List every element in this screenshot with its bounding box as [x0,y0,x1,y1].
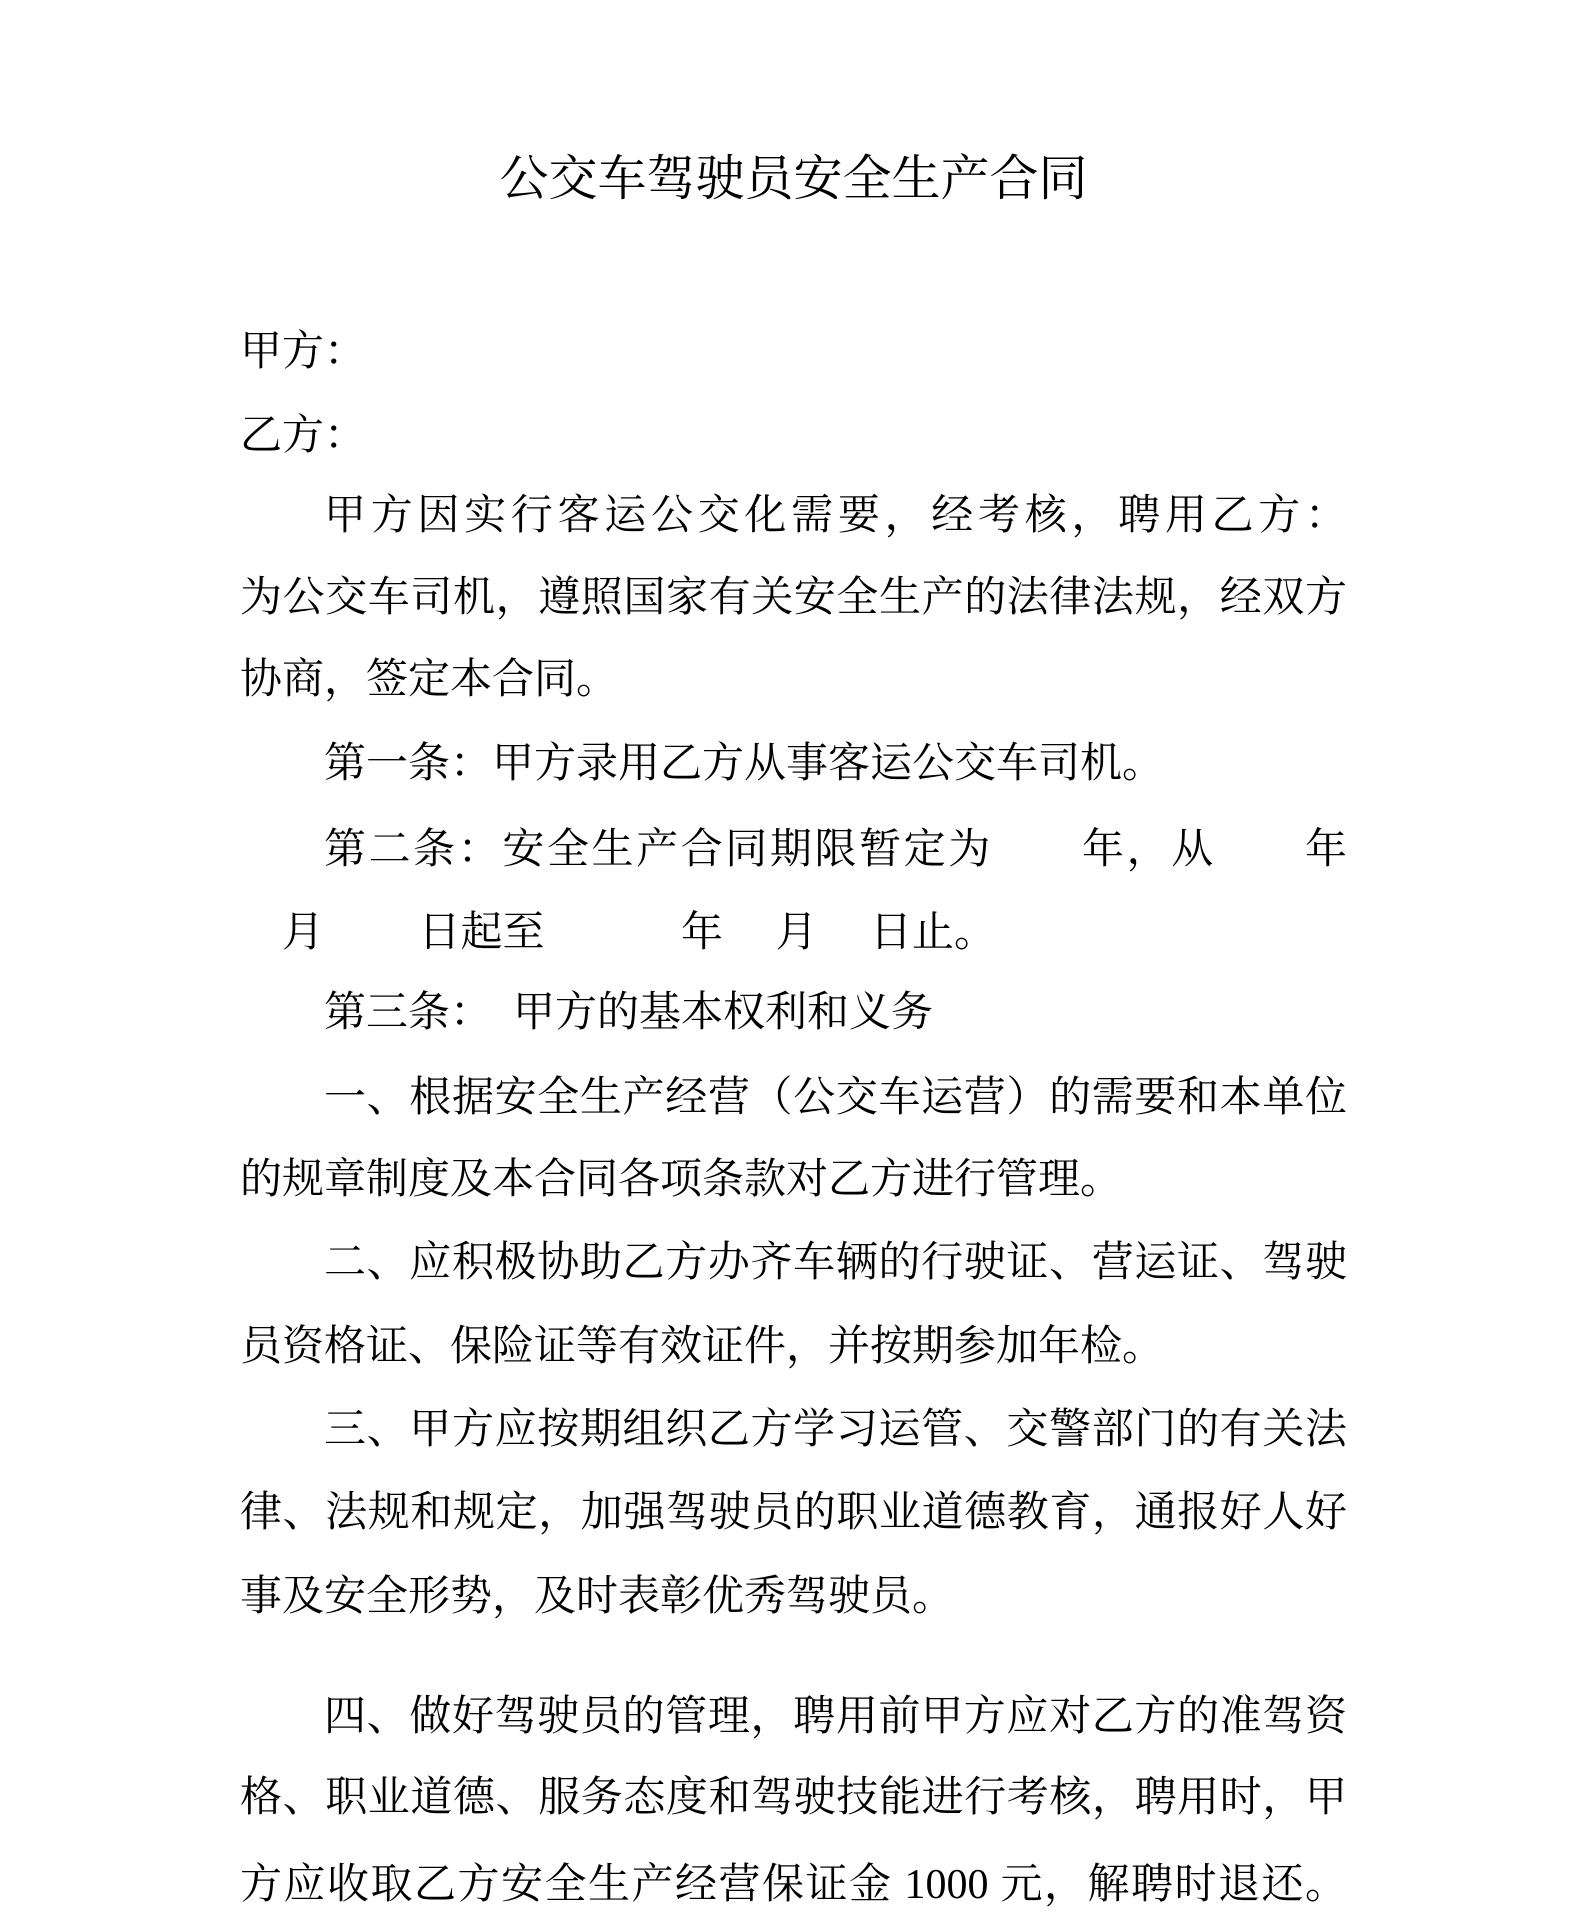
clause-3-item-2-line-1: 二、应积极协助乙方办齐车辆的行驶证、营运证、驾驶 [324,1240,1347,1286]
document-title: 公交车驾驶员安全生产合同 [499,151,1088,206]
intro-paragraph-line-2: 为公交车司机，遵照国家有关安全生产的法律法规，经双方 [240,575,1347,621]
intro-paragraph-line-3: 协商，签定本合同。 [240,657,619,703]
clause-3-item-1-line-2: 的规章制度及本合同各项条款对乙方进行管理。 [240,1157,1123,1203]
intro-paragraph-line-1: 甲方因实行客运公交化需要，经考核，聘用乙方： [324,493,1347,539]
party-a-line: 甲方： [240,329,367,375]
party-b-line: 乙方： [240,413,367,459]
clause-3-item-3-line-1: 三、甲方应按期组织乙方学习运管、交警部门的有关法 [324,1407,1347,1453]
clause-3-item-4-line-1: 四、做好驾驶员的管理，聘用前甲方应对乙方的准驾资 [324,1694,1347,1740]
clause-1-line: 第一条：甲方录用乙方从事客运公交车司机。 [324,741,1165,787]
clause-3-item-3-line-3: 事及安全形势，及时表彰优秀驾驶员。 [240,1574,955,1620]
clause-3-item-4-line-2: 格、职业道德、服务态度和驾驶技能进行考核，聘用时，甲 [240,1775,1347,1821]
clause-3-item-2-line-2: 员资格证、保险证等有效证件，并按期参加年检。 [240,1324,1165,1370]
clause-3-item-1-line-1: 一、根据安全生产经营（公交车运营）的需要和本单位 [324,1075,1347,1121]
clause-2-line-1: 第二条：安全生产合同期限暂定为 年，从 年 [324,827,1347,873]
clause-3-item-4-line-3: 方应收取乙方安全生产经营保证金 1000 元，解聘时退还。 [240,1862,1347,1908]
clause-3-item-3-line-2: 律、法规和规定，加强驾驶员的职业道德教育，通报好人好 [240,1490,1347,1536]
clause-2-line-2: 月 日起至 年 月 日止。 [282,910,997,956]
clause-3-heading: 第三条： 甲方的基本权利和义务 [324,990,934,1036]
